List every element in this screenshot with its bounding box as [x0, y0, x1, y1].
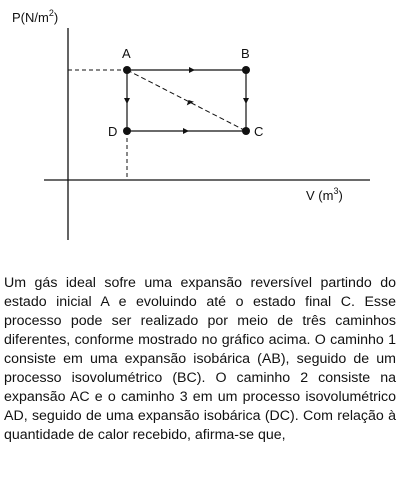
label-a: A: [122, 46, 131, 61]
arrow-bc: [243, 98, 249, 104]
point-b: [242, 66, 250, 74]
arrow-ad: [124, 98, 130, 104]
label-d: D: [108, 124, 118, 139]
arrow-dc: [183, 128, 189, 134]
point-d: [123, 127, 131, 135]
arrow-ab: [189, 67, 195, 73]
point-c: [242, 127, 250, 135]
question-paragraph: Um gás ideal sofre uma expansão reversível partindo do estado inicial A e evoluindo até o estado final C. Esse processo pode ser realizado por meio de três caminhos diferentes, conforme mostrado no gráfico acima. O caminho 1 consiste em uma expansão isobárica (AB), seguido de um processo isovolumétrico (BC). O caminho 2 consiste na expansão AC e o caminho 3 em um processo isovolumétrico AD, seguido de uma expansão isobárica (DC). Com relação à quantidade de calor recebido, afirma-se que,: [4, 275, 396, 443]
label-c: C: [254, 124, 264, 139]
x-axis-label: V $(m^3)$: [306, 186, 343, 203]
arrow-ac: [185, 98, 194, 105]
path-ac-dashed: [127, 70, 246, 131]
label-b: B: [241, 46, 250, 61]
point-a: [123, 66, 131, 74]
y-axis-label: $P(N/m^2)$: [12, 8, 59, 25]
